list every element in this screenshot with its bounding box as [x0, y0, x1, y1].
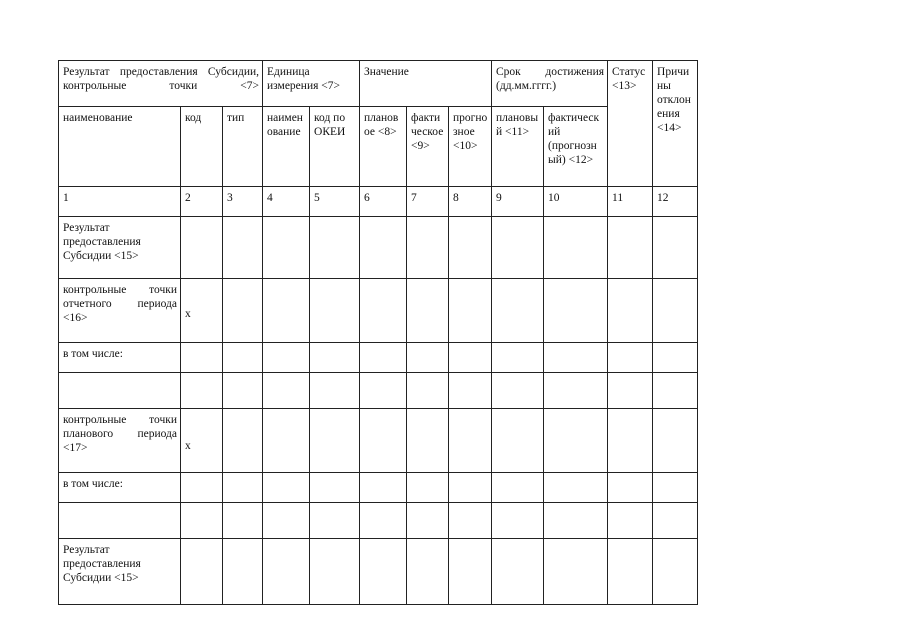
table-row — [59, 217, 698, 279]
column-number-cell: 12 — [653, 187, 698, 217]
row-label-checkpoints-reporting: контрольные точки отчетного периода <16> — [59, 279, 181, 343]
row-label-result: Результат предоставления Субсидии <15> — [59, 539, 181, 605]
column-number-cell: 7 — [407, 187, 449, 217]
table-row — [59, 409, 698, 473]
column-numbers-row — [59, 187, 698, 217]
row-label-including: в том числе: — [59, 343, 181, 373]
table-row — [59, 373, 698, 409]
table-row — [59, 343, 698, 373]
code-mark: x — [185, 308, 191, 320]
subheader-actual-cell: фактическое <9> — [407, 107, 449, 187]
table-row — [59, 279, 698, 343]
code-mark: x — [185, 440, 191, 452]
row-label-result: Результат предоставления Субсидии <15> — [59, 217, 181, 279]
column-number-cell: 10 — [544, 187, 608, 217]
column-number-cell: 6 — [360, 187, 407, 217]
row-label-including: в том числе: — [59, 473, 181, 503]
column-number-cell: 4 — [263, 187, 310, 217]
header-status-cell: Статус <13> — [608, 61, 653, 187]
header-unit-cell: Единица измерения <7> — [263, 61, 360, 107]
row-label-checkpoints-planned: контрольные точки планового периода <17> — [59, 409, 181, 473]
subheader-unit-name-cell: наименование — [263, 107, 310, 187]
subsidy-results-table — [58, 60, 698, 605]
header-row-1 — [59, 61, 698, 107]
table-row — [59, 539, 698, 605]
subheader-type-cell: тип — [223, 107, 263, 187]
header-value-cell: Значение — [360, 61, 492, 107]
column-number-cell: 11 — [608, 187, 653, 217]
subheader-okei-cell: код по ОКЕИ — [310, 107, 360, 187]
subheader-planned-cell: плановое <8> — [360, 107, 407, 187]
header-deadline-cell: Срок достижения (дд.мм.гггг.) — [492, 61, 608, 107]
column-number-cell: 8 — [449, 187, 492, 217]
subheader-deadline-actual-cell: фактический (прогнозный) <12> — [544, 107, 608, 187]
header-reasons-cell: Причины отклонения <14> — [653, 61, 698, 187]
column-number-cell: 9 — [492, 187, 544, 217]
column-number-cell: 3 — [223, 187, 263, 217]
column-number-cell: 5 — [310, 187, 360, 217]
subheader-deadline-planned-cell: плановый <11> — [492, 107, 544, 187]
table-row — [59, 473, 698, 503]
subheader-forecast-cell: прогнозное <10> — [449, 107, 492, 187]
header-row-2 — [59, 107, 698, 187]
subheader-code-cell: код — [181, 107, 223, 187]
column-number-cell: 1 — [59, 187, 181, 217]
column-number-cell: 2 — [181, 187, 223, 217]
header-result-cell: Результат предоставления Субсидии, контрольные точки <7> — [59, 61, 263, 107]
subheader-name-cell: наименование — [59, 107, 181, 187]
table-row — [59, 503, 698, 539]
